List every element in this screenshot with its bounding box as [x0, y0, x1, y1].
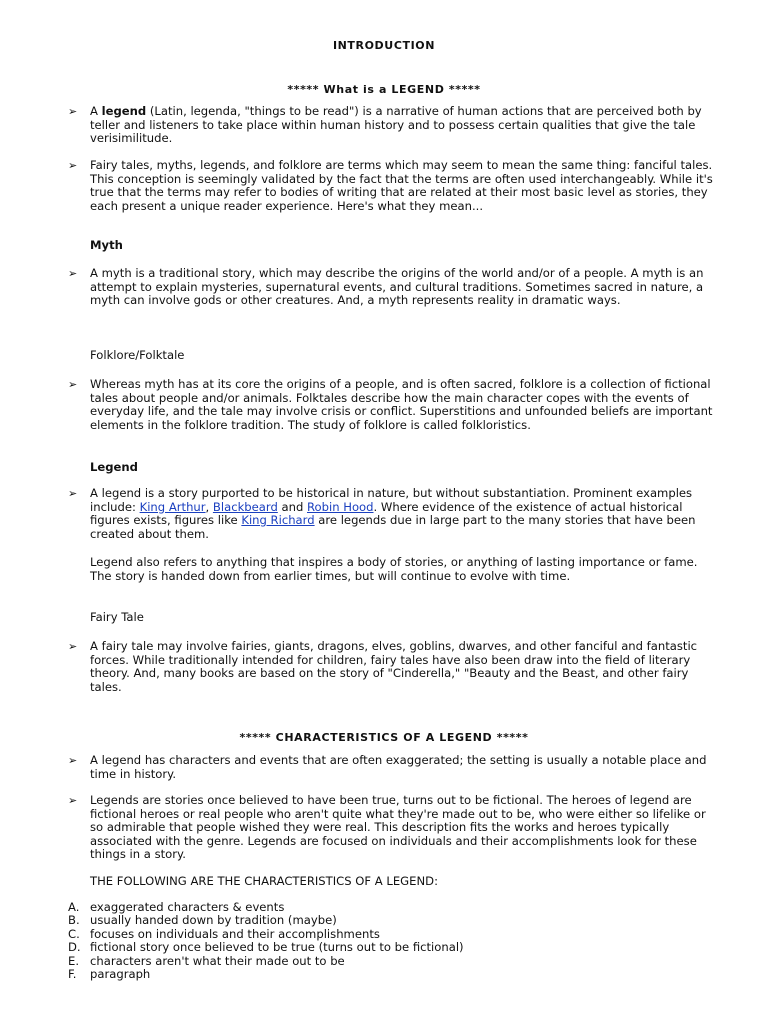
list-item [68, 955, 718, 968]
list-item-text: usually handed down by tradition (maybe) [90, 913, 337, 928]
blackbeard-link[interactable]: Blackbeard [212, 499, 278, 514]
folklore-bullet [68, 378, 718, 432]
myth-title: Myth [90, 238, 123, 252]
text-span: , [205, 499, 213, 514]
intro-bullet-2-text: Fairy tales, myths, legends, and folklore are terms which may seem to mean the same thing: fanciful tales. This conception is seemingly validated by the fact that the terms are often used interchangeably. While it's true that the terms may refer to bodies of writing that are related at their most basic level as stories, they each present a unique reader experience. Here's what they mean... [90, 158, 713, 213]
list-item-text: fictional story once believed to be true (turns out to be fictional) [90, 940, 464, 955]
list-item [68, 901, 718, 914]
characteristics-list [68, 901, 718, 981]
characteristics-heading: ***** CHARACTERISTICS OF A LEGEND ***** [239, 731, 529, 744]
intro-bullet-1 [68, 105, 718, 146]
folklore-text: Whereas myth has at its core the origins of a people, and is often sacred, folklore is a collection of fictional tales about people and/or animals. Folktales describe how the main character copes with the events of everyday life, and the tale may involve crisis or conflict. Superstitions and unfounded beliefs are important elements in the folklore tradition. The study of folklore is called folkloristics. [90, 377, 713, 432]
fairy-tale-bullet [68, 640, 718, 694]
list-item-text: exaggerated characters & events [90, 900, 285, 914]
legend-term: legend [101, 104, 147, 118]
list-item [68, 941, 718, 954]
list-letter: D. [68, 940, 81, 955]
text-span: are legends due in large part to the many stories that have been created about them. [90, 513, 696, 541]
characteristics-bullet-1-text: A legend has characters and events that are often exaggerated; the setting is usually a notable place and time in history. [90, 753, 707, 781]
legend-bullet [68, 487, 718, 541]
characteristics-list-intro: THE FOLLOWING ARE THE CHARACTERISTICS OF A LEGEND: [90, 874, 438, 888]
fairy-tale-title: Fairy Tale [90, 610, 144, 624]
arrow-bullet-icon: ➢ [68, 754, 78, 767]
folklore-title: Folklore/Folktale [90, 348, 185, 362]
arrow-bullet-icon: ➢ [68, 267, 78, 280]
robin-hood-link[interactable]: Robin Hood [307, 499, 374, 514]
king-arthur-link[interactable]: King Arthur [139, 499, 206, 514]
intro-bullet-2 [68, 159, 718, 213]
arrow-bullet-icon: ➢ [68, 640, 78, 653]
arrow-bullet-icon: ➢ [68, 794, 78, 807]
arrow-bullet-icon: ➢ [68, 378, 78, 391]
list-letter: A. [68, 900, 80, 914]
intro-heading: INTRODUCTION [332, 39, 436, 52]
list-item [68, 928, 718, 941]
arrow-bullet-icon: ➢ [68, 159, 78, 172]
king-richard-link[interactable]: King Richard [241, 513, 315, 527]
myth-bullet [68, 267, 718, 308]
text-span: . Where evidence of the existence of actual historical figures exists, figures like [90, 499, 683, 527]
list-item-text: characters aren't what their made out to be [90, 953, 345, 968]
arrow-bullet-icon: ➢ [68, 487, 78, 500]
list-item-text: paragraph [90, 966, 151, 981]
list-letter: B. [68, 913, 80, 928]
characteristics-bullet-2 [68, 794, 718, 862]
what-is-legend-heading: ***** What is a LEGEND ***** [287, 83, 481, 96]
list-letter: E. [68, 953, 80, 968]
text-span: and [277, 499, 307, 514]
legend-title: Legend [90, 460, 138, 474]
intro-bullet-1-text [90, 105, 718, 146]
list-item [68, 914, 718, 927]
fairy-tale-text: A fairy tale may involve fairies, giants, dragons, elves, goblins, dwarves, and other fanciful and fantastic forces. While traditionally intended for children, fairy tales have also been draw into the field of literary theory. And, many books are based on the story of "Cinderella," "Beauty and the Beast, and other fairy tales. [90, 639, 698, 694]
myth-text: A myth is a traditional story, which may describe the origins of the world and/or of a people. A myth is an attempt to explain mysteries, supernatural events, and cultural traditions. Sometimes sacred in nature, a myth can involve gods or other creatures. And, a myth represents reality in dramatic ways. [90, 266, 704, 307]
legend-paragraph-2: Legend also refers to anything that inspires a body of stories, or anything of lasting importance or fame. The story is handed down from earlier times, but will continue to evolve with time. [90, 555, 698, 583]
characteristics-bullet-2-text: Legends are stories once believed to have been true, turns out to be fictional. The heroes of legend are fictional heroes or real people who aren't quite what they're made out to be, who were either so lifelike or so admirable that people wished they were real. This description fits the works and heroes typically associated with the genre. Legends are focused on individuals and their accomplishments look for these things in a story. [90, 793, 706, 861]
list-item-text: focuses on individuals and their accomplishments [90, 926, 380, 941]
text-span: A legend is a story purported to be historical in nature, but without substantiation. Prominent examples include: [90, 486, 693, 514]
text-span: (Latin, legenda, "things to be read") is a narrative of human actions that are perceived both by teller and listeners to take place within human history and to possess certain qualities that give the tale verisimilitude. [90, 104, 702, 145]
list-letter: F. [68, 966, 77, 981]
list-letter: C. [68, 926, 80, 941]
legend-text [90, 487, 718, 541]
characteristics-bullet-1 [68, 754, 718, 781]
arrow-bullet-icon: ➢ [68, 105, 78, 118]
text-span: A [90, 104, 102, 118]
list-item [68, 968, 718, 981]
